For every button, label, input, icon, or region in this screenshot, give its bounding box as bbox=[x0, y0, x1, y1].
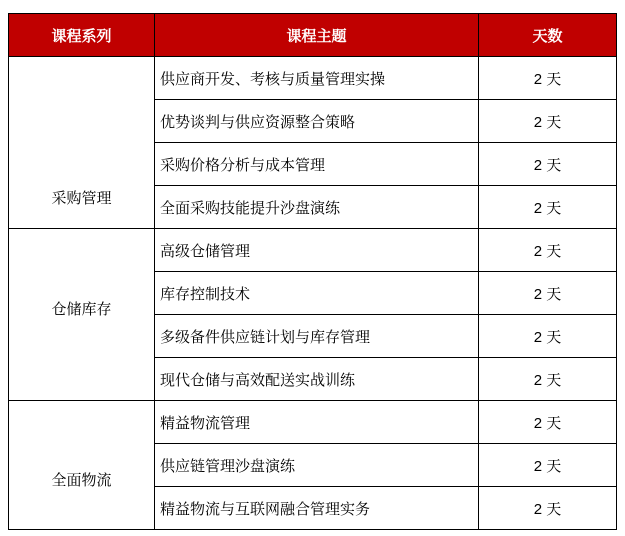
days-cell: 2 天 bbox=[479, 100, 617, 143]
days-cell: 2 天 bbox=[479, 358, 617, 401]
series-group-label: 采购管理 bbox=[51, 190, 112, 207]
days-cell: 2 天 bbox=[479, 57, 617, 100]
series-group-cell bbox=[9, 229, 155, 401]
days-cell: 2 天 bbox=[479, 186, 617, 229]
series-group-cell bbox=[9, 57, 155, 229]
topic-cell: 采购价格分析与成本管理 bbox=[155, 143, 479, 186]
topic-cell: 高级仓储管理 bbox=[155, 229, 479, 272]
course-table bbox=[8, 13, 617, 530]
header-cell-days: 天数 bbox=[479, 14, 617, 57]
header-row bbox=[9, 14, 617, 57]
topic-cell: 全面采购技能提升沙盘演练 bbox=[155, 186, 479, 229]
days-cell: 2 天 bbox=[479, 272, 617, 315]
topic-cell: 精益物流与互联网融合管理实务 bbox=[155, 487, 479, 530]
header-cell-topic: 课程主题 bbox=[155, 14, 479, 57]
course-row bbox=[9, 229, 617, 272]
days-cell: 2 天 bbox=[479, 487, 617, 530]
course-row bbox=[9, 401, 617, 444]
series-group-label: 全面物流 bbox=[51, 471, 112, 489]
days-cell: 2 天 bbox=[479, 315, 617, 358]
course-row bbox=[9, 57, 617, 100]
topic-cell: 多级备件供应链计划与库存管理 bbox=[155, 315, 479, 358]
header-cell-series: 课程系列 bbox=[9, 14, 155, 57]
topic-cell: 供应链管理沙盘演练 bbox=[155, 444, 479, 487]
days-cell: 2 天 bbox=[479, 229, 617, 272]
topic-cell: 优势谈判与供应资源整合策略 bbox=[155, 100, 479, 143]
series-group-cell bbox=[9, 401, 155, 530]
topic-cell: 精益物流管理 bbox=[155, 401, 479, 444]
topic-cell: 供应商开发、考核与质量管理实操 bbox=[155, 57, 479, 100]
series-group-label: 仓储库存 bbox=[51, 301, 112, 318]
days-cell: 2 天 bbox=[479, 401, 617, 444]
days-cell: 2 天 bbox=[479, 143, 617, 186]
topic-cell: 现代仓储与高效配送实战训练 bbox=[155, 358, 479, 401]
topic-cell: 库存控制技术 bbox=[155, 272, 479, 315]
days-cell: 2 天 bbox=[479, 444, 617, 487]
